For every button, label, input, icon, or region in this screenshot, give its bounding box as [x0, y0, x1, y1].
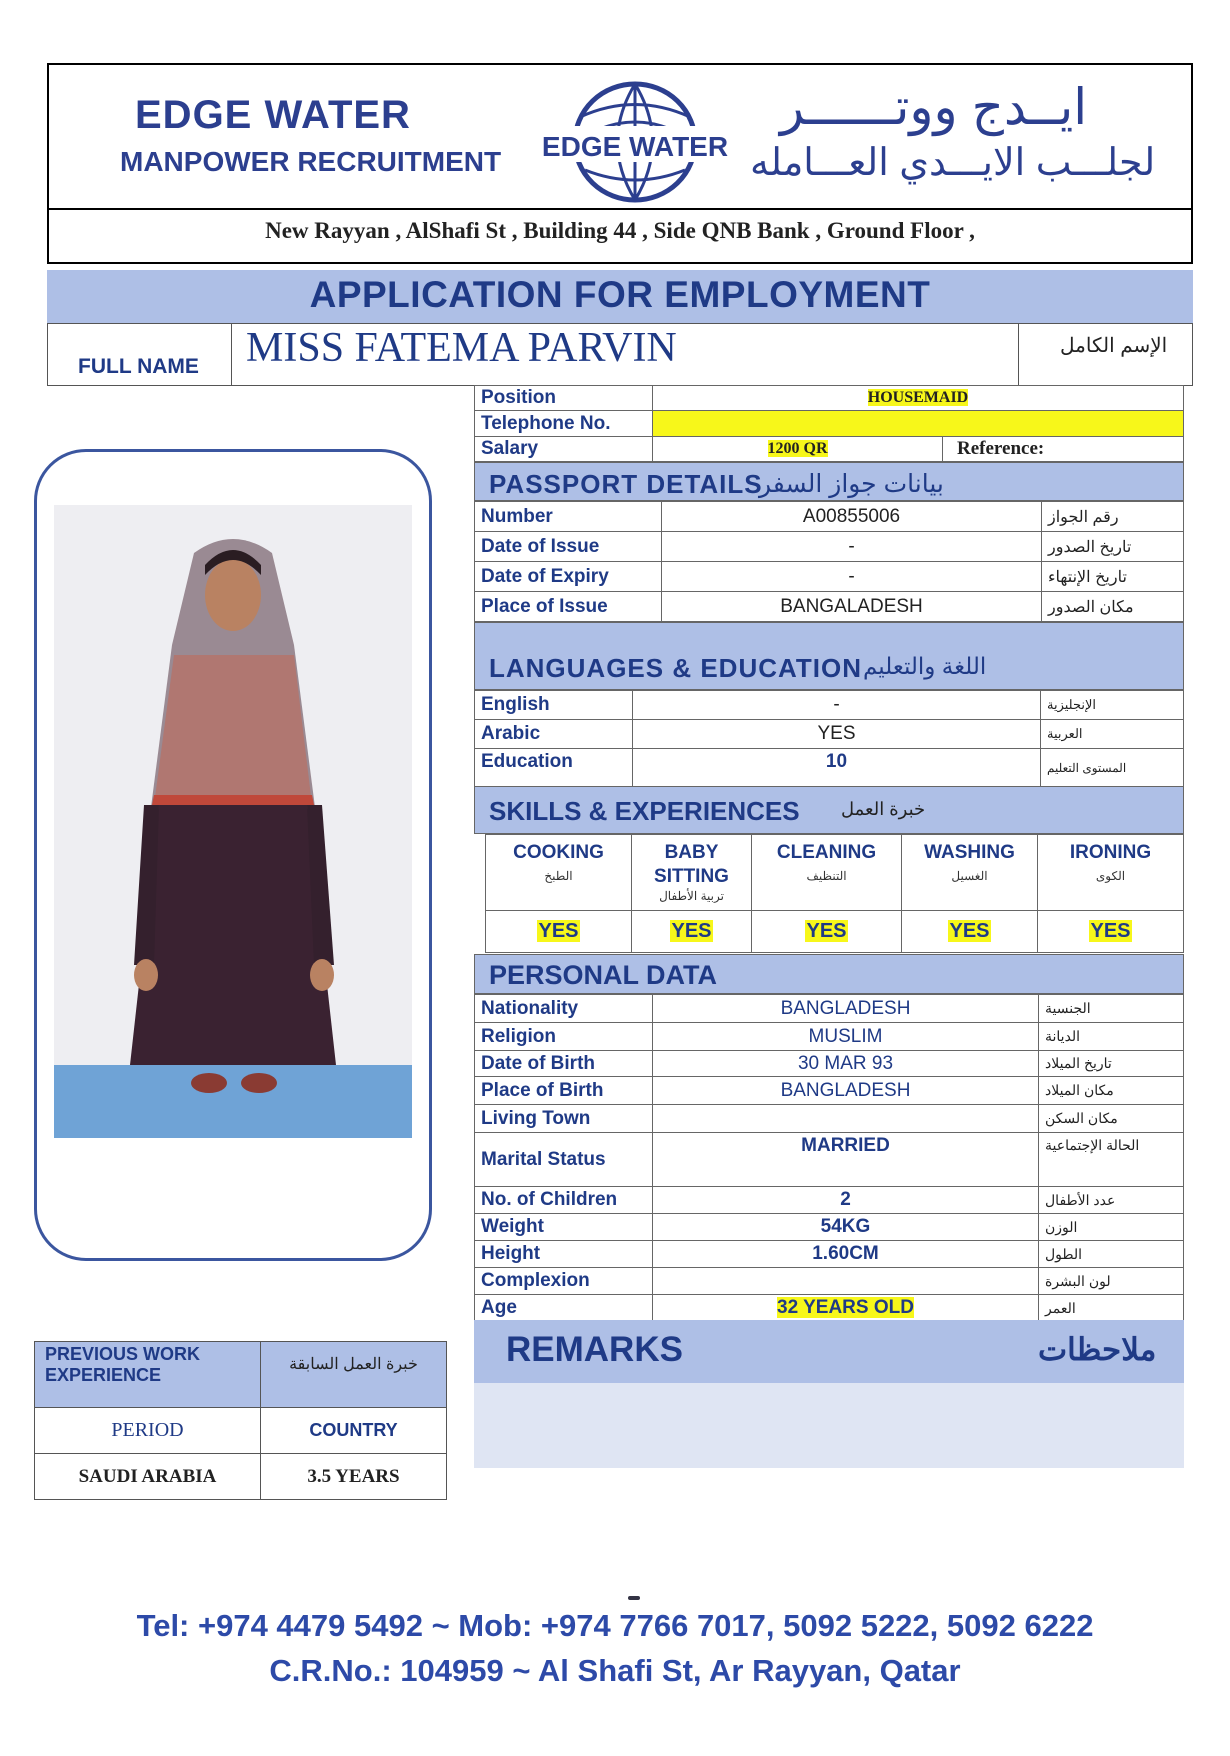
english-ar: الإنجليزية	[1041, 691, 1184, 720]
place-of-birth-ar: مكان الميلاد	[1039, 1077, 1184, 1105]
personal-heading-en: PERSONAL DATA	[489, 960, 718, 990]
height-ar: الطول	[1039, 1241, 1184, 1268]
remarks-band	[474, 1320, 1184, 1383]
arabic-value: YES	[633, 720, 1041, 749]
dob-value: 30 MAR 93	[653, 1051, 1039, 1077]
english-value: -	[633, 691, 1041, 720]
skill-ironing-label: IRONING	[1069, 842, 1152, 863]
country-value: 3.5 YEARS	[261, 1454, 447, 1500]
weight-ar: الوزن	[1039, 1214, 1184, 1241]
skills-table	[485, 834, 1184, 953]
languages-table	[474, 690, 1184, 787]
skill-ironing-ar: الكوى	[1095, 869, 1126, 883]
place-of-birth-value: BANGLADESH	[653, 1077, 1039, 1105]
full-name-label-ar: الإسم الكامل	[1060, 335, 1168, 357]
applicant-photo	[54, 505, 412, 1138]
skill-cooking	[486, 835, 632, 911]
company-address: New Rayyan , AlShafi St , Building 44 , Side QNB Bank , Ground Floor ,	[265, 218, 975, 243]
previous-work-table	[34, 1341, 447, 1500]
languages-heading-en: LANGUAGES & EDUCATION	[489, 653, 862, 683]
skill-cooking-label: COOKING	[513, 842, 604, 863]
children-value: 2	[653, 1187, 1039, 1214]
salary-label: Salary	[475, 437, 653, 462]
skills-heading-en: SKILLS & EXPERIENCES	[489, 796, 800, 826]
children-ar: عدد الأطفال	[1039, 1187, 1184, 1214]
skill-baby-sitting	[632, 835, 752, 911]
skill-cooking-ar: الطبخ	[544, 869, 573, 883]
personal-heading	[474, 954, 1184, 994]
skill-ironing-text: YES	[1090, 920, 1131, 942]
telephone-value	[653, 411, 1184, 437]
position-value	[653, 386, 1184, 411]
brand-tagline-ar: لجلـــب الايـــدي العـــامله	[750, 142, 1156, 184]
skill-cleaning-label: CLEANING	[776, 842, 877, 863]
country-header: COUNTRY	[261, 1408, 447, 1454]
complexion-value	[653, 1268, 1039, 1295]
skills-heading-ar: خبرة العمل	[841, 799, 926, 819]
skill-cleaning-value	[752, 911, 902, 953]
date-of-issue-ar: تاريخ الصدور	[1042, 532, 1184, 562]
languages-heading-ar: اللغة والتعليم	[863, 653, 987, 679]
living-town-value	[653, 1105, 1039, 1133]
skill-washing	[902, 835, 1038, 911]
skill-cleaning	[752, 835, 902, 911]
living-town-label: Living Town	[475, 1105, 653, 1133]
dob-label: Date of Birth	[475, 1051, 653, 1077]
education-ar: المستوى التعليم	[1041, 749, 1184, 787]
personal-table	[474, 994, 1184, 1322]
previous-work-heading: PREVIOUS WORK EXPERIENCE	[35, 1342, 261, 1408]
company-logo	[535, 72, 735, 204]
arabic-label: Arabic	[475, 720, 633, 749]
skill-cooking-text: YES	[538, 920, 579, 942]
previous-work-heading-ar: خبرة العمل السابقة	[261, 1342, 447, 1408]
english-label: English	[475, 691, 633, 720]
date-of-issue-value: -	[662, 532, 1042, 562]
full-name-label: FULL NAME	[78, 355, 199, 378]
religion-label: Religion	[475, 1023, 653, 1051]
complexion-label: Complexion	[475, 1268, 653, 1295]
nationality-ar: الجنسية	[1039, 995, 1184, 1023]
weight-value: 54KG	[653, 1214, 1039, 1241]
telephone-label: Telephone No.	[475, 411, 653, 437]
religion-value: MUSLIM	[653, 1023, 1039, 1051]
place-of-issue-value: BANGALADESH	[662, 592, 1042, 622]
period-value: SAUDI ARABIA	[35, 1454, 261, 1500]
salary-text: 1200 QR	[767, 440, 828, 457]
age-label: Age	[475, 1295, 653, 1322]
date-of-expiry-ar: تاريخ الإنتهاء	[1042, 562, 1184, 592]
skill-cleaning-text: YES	[806, 920, 847, 942]
age-ar: العمر	[1039, 1295, 1184, 1322]
passport-number-ar: رقم الجواز	[1042, 502, 1184, 532]
brand-tagline-en: MANPOWER RECRUITMENT	[120, 146, 502, 177]
nationality-value: BANGLADESH	[653, 995, 1039, 1023]
brand-name-en: EDGE WATER	[135, 93, 411, 137]
date-of-expiry-value: -	[662, 562, 1042, 592]
skill-ironing-value	[1038, 911, 1184, 953]
skill-washing-text: YES	[949, 920, 990, 942]
skill-washing-ar: الغسيل	[951, 869, 988, 883]
footer-contact: Tel: +974 4479 5492 ~ Mob: +974 7766 7017, 5092 5222, 5092 6222	[136, 1608, 1094, 1643]
skill-cooking-value	[486, 911, 632, 953]
remarks-label-ar: ملاحظات	[1038, 1332, 1157, 1367]
date-of-expiry-label: Date of Expiry	[475, 562, 662, 592]
skill-ironing	[1038, 835, 1184, 911]
place-of-birth-label: Place of Birth	[475, 1077, 653, 1105]
arabic-ar: العربية	[1041, 720, 1184, 749]
divider	[1018, 323, 1019, 386]
passport-number-value: A00855006	[662, 502, 1042, 532]
passport-heading-en: PASSPORT DETAILS	[489, 469, 763, 499]
education-label: Education	[475, 749, 633, 787]
dob-ar: تاريخ الميلاد	[1039, 1051, 1184, 1077]
divider	[231, 323, 232, 386]
weight-label: Weight	[475, 1214, 653, 1241]
full-name-value: MISS FATEMA PARVIN	[246, 325, 677, 371]
position-text: HOUSEMAID	[867, 389, 969, 406]
date-of-issue-label: Date of Issue	[475, 532, 662, 562]
nationality-label: Nationality	[475, 995, 653, 1023]
remarks-label: REMARKS	[506, 1330, 683, 1369]
job-table	[474, 385, 1184, 462]
skill-washing-label: WASHING	[924, 842, 1015, 863]
marital-status-ar: الحالة الإجتماعية	[1039, 1133, 1184, 1187]
living-town-ar: مكان السكن	[1039, 1105, 1184, 1133]
passport-number-label: Number	[475, 502, 662, 532]
passport-heading-ar: بيانات جواز السفر	[759, 470, 944, 498]
education-value: 10	[633, 749, 1041, 787]
page-title: APPLICATION FOR EMPLOYMENT	[309, 274, 931, 315]
age-text: 32 YEARS OLD	[777, 1297, 914, 1318]
remarks-body	[474, 1383, 1184, 1468]
complexion-ar: لون البشرة	[1039, 1268, 1184, 1295]
period-header: PERIOD	[35, 1408, 261, 1454]
skills-heading	[474, 786, 1184, 834]
skill-baby-sitting-value	[632, 911, 752, 953]
place-of-issue-ar: مكان الصدور	[1042, 592, 1184, 622]
footer-registration: C.R.No.: 104959 ~ Al Shafi St, Ar Rayyan, Qatar	[269, 1653, 961, 1688]
skill-cleaning-ar: التنظيف	[806, 869, 847, 883]
skill-baby-sitting-text: YES	[671, 920, 712, 942]
position-label: Position	[475, 386, 653, 411]
passport-heading	[474, 462, 1184, 501]
languages-heading	[474, 622, 1184, 690]
salary-value	[653, 437, 943, 462]
reference-label: Reference:	[943, 437, 1184, 462]
brand-name-ar: ايــدج ووتــــــر	[780, 79, 1088, 135]
logo-text: EDGE WATER	[541, 131, 729, 162]
skill-baby-sitting-label: BABY SITTING	[654, 842, 729, 887]
passport-table	[474, 501, 1184, 622]
marital-status-label: Marital Status	[475, 1133, 653, 1187]
marital-status-value: MARRIED	[653, 1133, 1039, 1187]
skill-baby-sitting-ar: تربية الأطفال	[659, 889, 724, 903]
height-value: 1.60CM	[653, 1241, 1039, 1268]
skill-washing-value	[902, 911, 1038, 953]
children-label: No. of Children	[475, 1187, 653, 1214]
age-value	[653, 1295, 1039, 1322]
height-label: Height	[475, 1241, 653, 1268]
footer-mark	[628, 1596, 640, 1600]
place-of-issue-label: Place of Issue	[475, 592, 662, 622]
religion-ar: الديانة	[1039, 1023, 1184, 1051]
